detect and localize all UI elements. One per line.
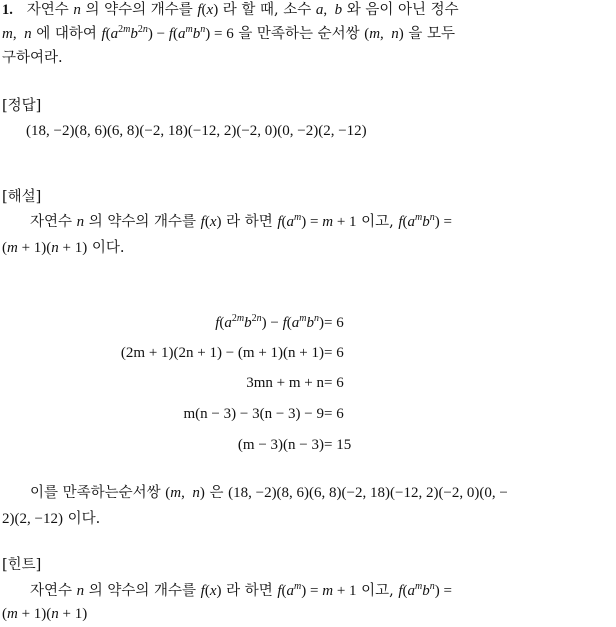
derivation-line-3-rhs: = 6: [324, 375, 344, 391]
solution-conclusion-line-1: 이를 만족하는순서쌍 (m, n) 은 (18, −2)(8, 6)(6, 8)(−2, 18)(−12, 2)(−2, 0)(0, −: [30, 485, 508, 501]
answer-heading: [정답]: [2, 98, 42, 114]
problem-statement-line-2: m, n 에 대하여 $f(a^{2m}b^{2n}) - f(a^mb^n) = 6$ 을 만족하는 순서쌍 (m, n) 을 모두: [2, 24, 456, 42]
derivation-line-1-rhs: = 6: [324, 315, 344, 331]
problem-statement-line-1: 1. 자연수 n 의 약수의 개수를 f(x) 라 할 때, 소수 a, b 와 음이 아닌 정수: [2, 2, 459, 18]
answer-text: (18, −2)(8, 6)(6, 8)(−2, 18)(−12, 2)(−2, 0)(0, −2)(2, −12): [26, 123, 367, 139]
derivation-line-5-rhs: = 15: [324, 437, 352, 453]
problem-statement-line-3: 구하여라.: [2, 50, 63, 66]
derivation-line-4-rhs: = 6: [324, 406, 344, 422]
derivation-line-4-lhs: m(n − 3) − 3(n − 3) − 9: [183, 406, 324, 422]
solution-conclusion-line-2: 2)(2, −12) 이다.: [2, 511, 101, 527]
hint-line-1: 자연수 n 의 약수의 개수를 f(x) 라 하면 $f(a^m) = m + 1$ 이고, $f(a^mb^n)$ =: [30, 581, 452, 599]
derivation-line-1-lhs: $f(a^{2m}b^{2n}) - f(a^mb^n)$: [215, 313, 324, 331]
solution-line-2: (m + 1)(n + 1) 이다.: [2, 240, 125, 256]
derivation-line-2-rhs: = 6: [324, 345, 344, 361]
problem-number: 1.: [2, 2, 13, 18]
derivation-line-5-lhs: (m − 3)(n − 3): [237, 437, 324, 453]
derivation-line-2-lhs: (2m + 1)(2n + 1) − (m + 1)(n + 1): [120, 345, 324, 361]
solution-line-1: 자연수 n 의 약수의 개수를 f(x) 라 하면 $f(a^m) = m + 1$ 이고, $f(a^mb^n)$ =: [30, 212, 452, 230]
hint-heading: [힌트]: [2, 557, 42, 573]
hint-line-2: (m + 1)(n + 1): [2, 606, 88, 622]
derivation-line-3-lhs: 3mn + m + n: [246, 375, 324, 391]
solution-heading: [해설]: [2, 189, 42, 205]
